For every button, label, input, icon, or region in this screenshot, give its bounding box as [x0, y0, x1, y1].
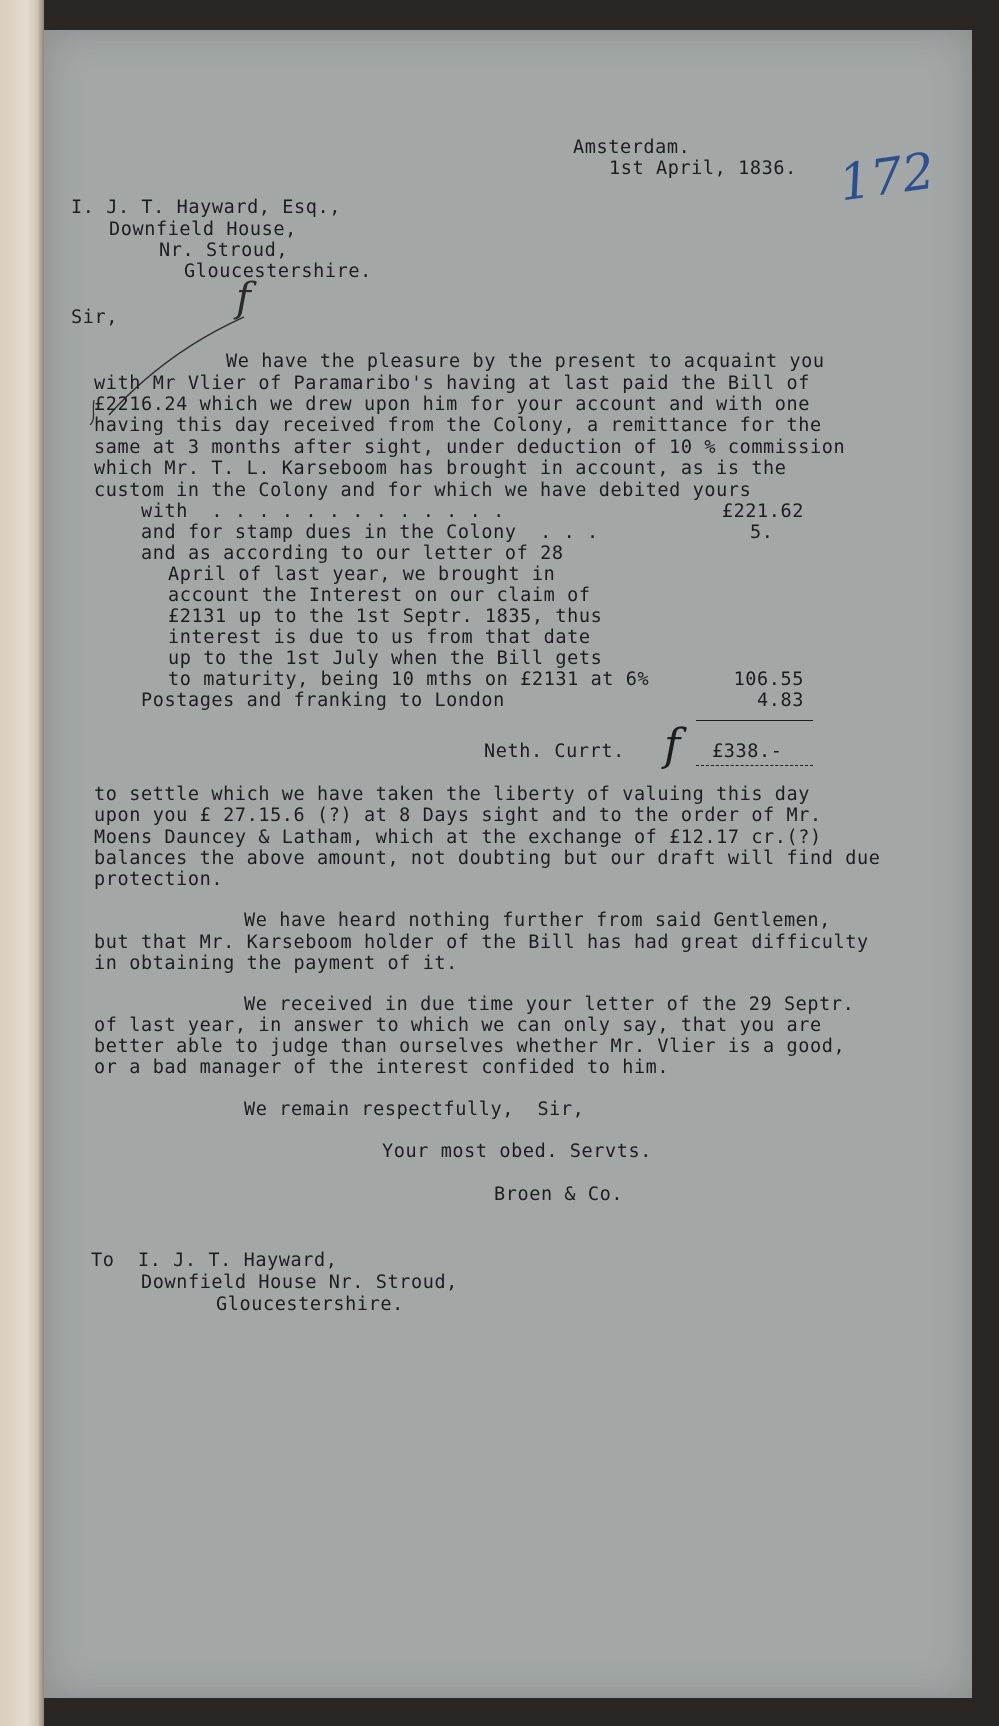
footer-address-line: To I. J. T. Hayward,	[91, 1250, 338, 1271]
account-line: to maturity, being 10 mths on £2131 at 6%	[168, 669, 650, 690]
total-rule	[696, 720, 813, 721]
signature: Broen & Co.	[494, 1184, 624, 1205]
body-line: better able to judge than ourselves whether Mr. Vlier is a good,	[94, 1036, 846, 1057]
body-line: having this day received from the Colony, a remittance for the	[94, 415, 822, 436]
body-line: same at 3 months after sight, under deduction of 10 % commission	[94, 437, 846, 458]
body-line: but that Mr. Karseboom holder of the Bill has had great difficulty	[94, 932, 869, 953]
addressee-line: Downfield House,	[109, 219, 297, 240]
body-line: Moens Dauncey & Latham, which at the exchange of £12.17 cr.(?)	[94, 827, 822, 848]
folio-number: 172	[835, 141, 939, 213]
salutation: Sir,	[71, 307, 118, 328]
body-line: or a bad manager of the interest confided to him.	[94, 1057, 670, 1078]
account-line: £2131 up to the 1st Septr. 1835, thus	[168, 606, 603, 627]
body-line: balances the above amount, not doubting but our draft will find due	[94, 848, 881, 869]
body-line: We have heard nothing further from said Gentlemen,	[244, 910, 831, 931]
body-line: custom in the Colony and for which we have debited yours	[94, 480, 752, 501]
body-line: with Mr Vlier of Paramaribo's having at last paid the Bill of	[94, 373, 811, 394]
marginal-mark: f	[236, 275, 251, 321]
body-line: We have the pleasure by the present to acquaint you	[226, 351, 825, 372]
body-line: We received in due time your letter of the 29 Septr.	[244, 994, 855, 1015]
account-line: Postages and franking to London	[141, 690, 505, 711]
account-amount: 5.	[750, 522, 774, 543]
account-total: £338.-	[712, 741, 783, 762]
account-line: with . . . . . . . . . . . . .	[141, 501, 505, 522]
account-line: and as according to our letter of 28	[141, 543, 564, 564]
book-binding	[0, 0, 44, 1726]
account-line: April of last year, we brought in	[168, 564, 556, 585]
account-amount: 106.55	[733, 669, 804, 690]
body-line: protection.	[94, 869, 224, 890]
body-line: £2216.24 which we drew upon him for your account and with one	[94, 394, 811, 415]
body-line: which Mr. T. L. Karseboom has brought in account, as is the	[94, 458, 787, 479]
body-line: to settle which we have taken the liberty of valuing this day	[94, 784, 811, 805]
body-line: upon you £ 27.15.6 (?) at 8 Days sight and to the order of Mr.	[94, 805, 822, 826]
addressee-line: Gloucestershire.	[184, 261, 372, 282]
total-underline	[696, 765, 813, 766]
closing-line: Your most obed. Servts.	[382, 1141, 652, 1162]
addressee-line: Nr. Stroud,	[159, 240, 289, 261]
addressee-line: I. J. T. Hayward, Esq.,	[71, 197, 341, 218]
account-line: account the Interest on our claim of	[168, 585, 591, 606]
letter-page	[44, 30, 972, 1698]
account-amount: 4.83	[757, 690, 804, 711]
letter-date: 1st April, 1836.	[609, 158, 797, 179]
currency-mark: f	[664, 720, 681, 771]
closing-line: We remain respectfully, Sir,	[244, 1099, 585, 1120]
account-line: and for stamp dues in the Colony . . .	[141, 522, 599, 543]
body-line: of last year, in answer to which we can only say, that you are	[94, 1015, 822, 1036]
account-line: interest is due to us from that date	[168, 627, 591, 648]
account-line: up to the 1st July when the Bill gets	[168, 648, 603, 669]
total-label: Neth. Currt.	[484, 741, 625, 762]
account-amount: £221.62	[721, 501, 804, 522]
body-line: in obtaining the payment of it.	[94, 953, 458, 974]
footer-address-line: Downfield House Nr. Stroud,	[141, 1272, 458, 1293]
letter-place: Amsterdam.	[573, 137, 691, 158]
footer-address-line: Gloucestershire.	[216, 1294, 404, 1315]
